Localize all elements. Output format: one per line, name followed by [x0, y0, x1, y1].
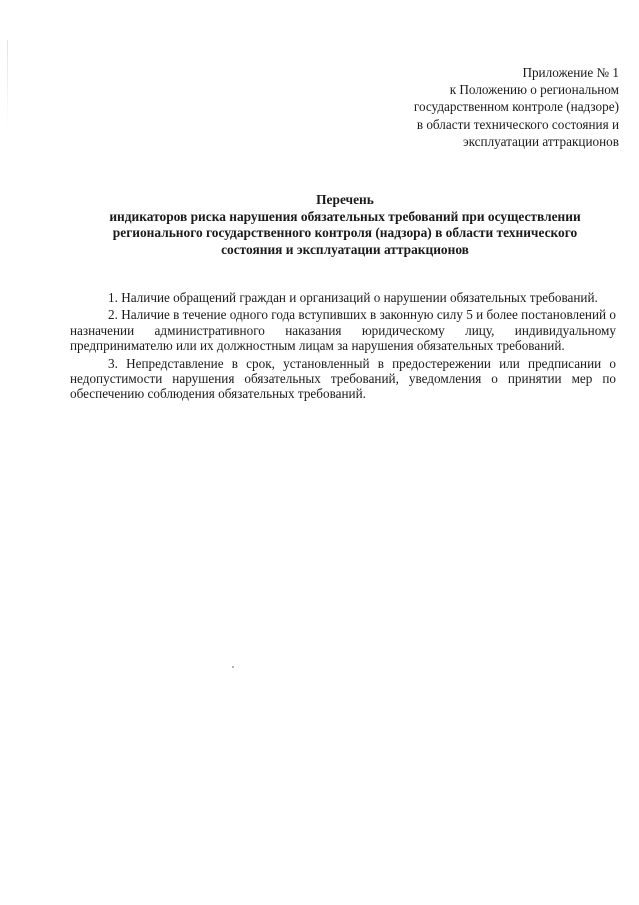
title-line: индикаторов риска нарушения обязательных требований при осуществлении [109, 208, 581, 224]
scan-margin-mark [7, 40, 8, 130]
appendix-header [359, 64, 619, 150]
list-item: 3. Непредставление в срок, установленный в предостережении или предписании о недопустимости нарушения обязательных требований, уведомления о принятии мер по обеспечению соблюдения обязательных требований. [70, 355, 616, 402]
title-line: состояния и эксплуатации аттракционов [221, 241, 469, 257]
appendix-line: Приложение № 1 [522, 65, 619, 80]
title-line: регионального государственного контроля (надзора) в области технического [112, 225, 578, 241]
appendix-line: в области технического состояния и [416, 116, 619, 132]
appendix-line: к Положению о региональном [449, 82, 619, 98]
indicators-list [70, 290, 616, 404]
list-item: 2. Наличие в течение одного года вступивших в законную силу 5 и более постановлений о назначении административного наказания юридическому лицу, индивидуальному предпринимателю или их должностным лицам за нарушения обязательных требований. [70, 307, 616, 354]
appendix-line: эксплуатации аттракционов [462, 133, 619, 149]
document-title [70, 192, 620, 258]
list-item: 1. Наличие обращений граждан и организаций о нарушении обязательных требований. [108, 290, 598, 305]
title-heading: Перечень [316, 192, 374, 207]
scan-speck [232, 666, 234, 668]
appendix-line: государственном контроле (надзоре) [413, 99, 619, 115]
